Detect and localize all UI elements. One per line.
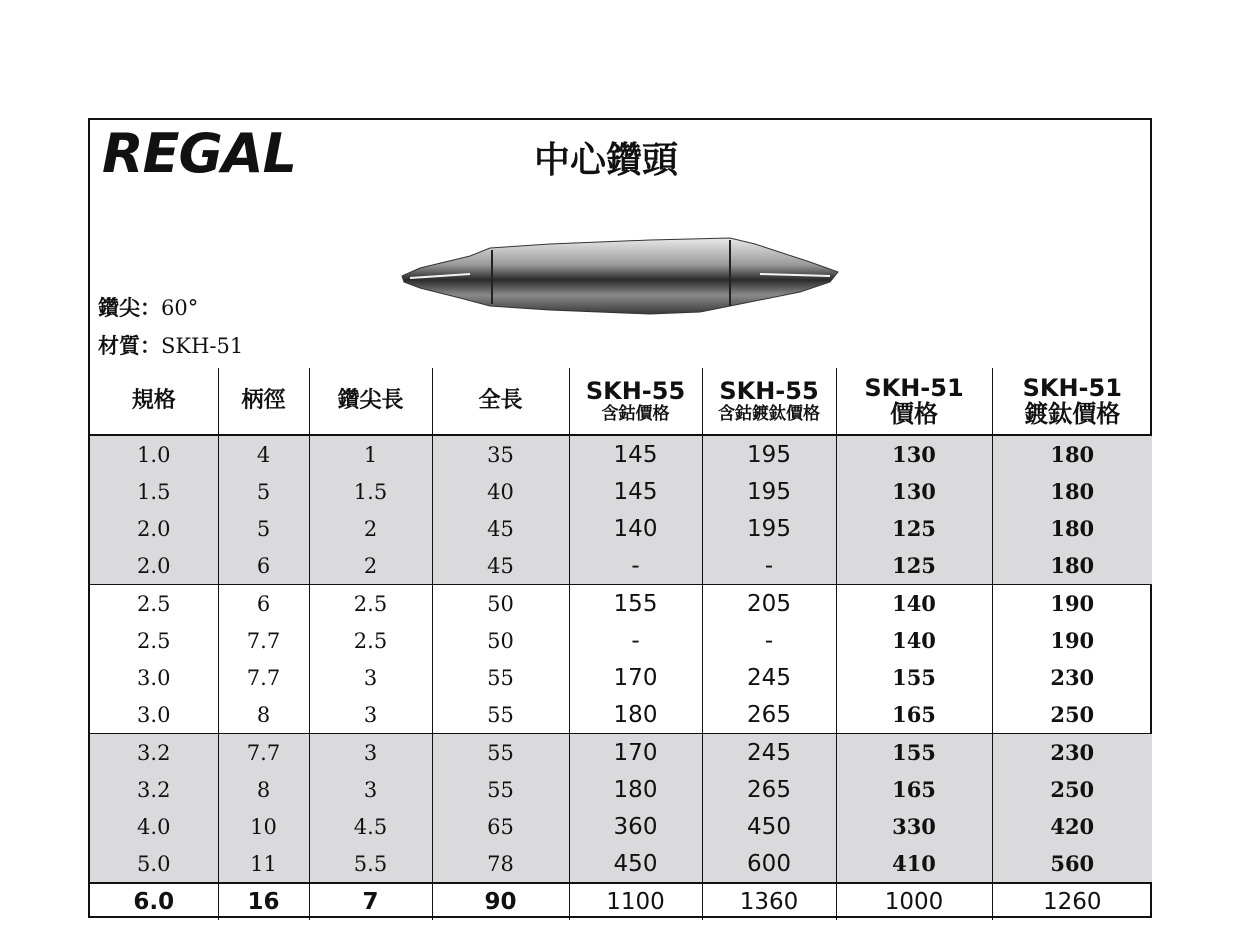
column-header-label: SKH-51 [864,373,964,402]
table-cell: 1.5 [90,473,218,510]
table-cell: 1260 [992,883,1152,920]
table-cell: 3.0 [90,696,218,734]
column-header-label: 規格 [131,387,176,413]
tip-angle-label: 鑽尖： [98,296,161,320]
table-cell: 180 [992,473,1152,510]
table-cell: 125 [836,510,992,547]
table-cell: 11 [218,845,309,883]
table-cell: 420 [992,808,1152,845]
table-cell: 55 [432,734,569,772]
tip-angle [98,292,198,322]
table-cell: 4.5 [309,808,432,845]
table-cell: 3 [309,659,432,696]
table-cell: 140 [836,622,992,659]
column-header [836,368,992,435]
table-cell: 10 [218,808,309,845]
table-row [90,845,1152,883]
column-header-label: 柄徑 [241,387,286,413]
table-cell: - [569,622,702,659]
table-cell: 130 [836,473,992,510]
table-cell: 2 [309,547,432,585]
table-cell: 6.0 [90,883,218,920]
column-header-label: SKH-55 [585,377,686,406]
table-cell: 1100 [569,883,702,920]
table-cell: 8 [218,771,309,808]
table-cell: - [569,547,702,585]
table-cell: 245 [702,734,836,772]
page-title: 中心鑽頭 [534,140,679,181]
column-header [432,368,569,435]
table-cell: 50 [432,622,569,659]
table-cell: 165 [836,771,992,808]
table-cell: 1 [309,435,432,473]
column-header [218,368,309,435]
table-cell: 450 [569,845,702,883]
column-header [309,368,432,435]
center-drill-image [400,226,840,318]
column-header-sublabel: 價格 [890,400,938,428]
table-row [90,734,1152,772]
table-cell: 265 [702,696,836,734]
table-cell: 410 [836,845,992,883]
table-cell: 125 [836,547,992,585]
table-cell: 3 [309,771,432,808]
table-cell: 170 [569,659,702,696]
table-cell: 16 [218,883,309,920]
table-cell: 170 [569,734,702,772]
table-cell: 1360 [702,883,836,920]
material-label: 材質： [98,334,161,358]
table-cell: 7 [309,883,432,920]
table-cell: 4.0 [90,808,218,845]
brand-logo: REGAL [102,122,296,185]
table-body [90,435,1152,920]
column-header-label: SKH-55 [719,377,819,406]
table-header [90,368,1152,435]
table-cell: 250 [992,771,1152,808]
table-cell: 1.5 [309,473,432,510]
table-cell: 2.5 [90,622,218,659]
table-cell: 3 [309,734,432,772]
table-cell: 90 [432,883,569,920]
table-cell: 140 [836,585,992,623]
table-cell: 45 [432,510,569,547]
table-cell: 180 [569,771,702,808]
table-cell: 2.5 [309,622,432,659]
table-cell: 245 [702,659,836,696]
table-cell: 7.7 [218,734,309,772]
table-row [90,473,1152,510]
table-cell: 360 [569,808,702,845]
table-cell: 8 [218,696,309,734]
tip-angle-value: 60° [161,296,199,320]
table-cell: 145 [569,473,702,510]
table-cell: 190 [1050,628,1095,653]
table-cell: 180 [992,547,1152,585]
table-cell: 195 [702,435,836,473]
table-cell: 5 [218,510,309,547]
table-cell: 40 [432,473,569,510]
column-header-sublabel: 含鈷價格 [601,403,670,424]
table-cell: 230 [992,734,1152,772]
table-cell: 6 [218,585,309,623]
table-cell: 65 [432,808,569,845]
table-cell: 78 [432,845,569,883]
table-cell: 450 [702,808,836,845]
table-cell: 55 [432,696,569,734]
table-cell: 3.0 [90,659,218,696]
table-cell: 50 [432,585,569,623]
table-cell: 190 [992,585,1152,623]
table-cell: 3 [309,696,432,734]
table-cell: 35 [432,435,569,473]
column-header [569,368,702,435]
table-cell: 1.0 [90,435,218,473]
table-cell: 4 [218,435,309,473]
table-row [90,510,1152,547]
table-row [90,435,1152,473]
column-header [90,368,218,435]
table-row [90,547,1152,585]
table-cell: 205 [702,585,836,623]
table-cell: 55 [432,659,569,696]
price-sheet [88,118,1152,918]
table-cell: 265 [702,771,836,808]
table-cell: 140 [569,510,702,547]
table-cell: 55 [432,771,569,808]
table-cell: 2.5 [309,585,432,623]
table-cell: 180 [992,510,1152,547]
column-header [702,368,836,435]
material [98,330,243,360]
table-cell: 7.7 [218,659,309,696]
table-row [90,696,1152,734]
table-cell: 155 [836,659,992,696]
table-cell: 330 [836,808,992,845]
table-row [90,771,1152,808]
table-cell: 130 [836,435,992,473]
table-cell: 7.7 [218,622,309,659]
table-cell: 165 [836,696,992,734]
table-row [90,883,1152,920]
column-header-label: 鑽尖長 [337,387,404,413]
table-cell: 560 [992,845,1152,883]
table-cell: - [702,547,836,585]
table-cell: 5.5 [309,845,432,883]
table-cell: 45 [432,547,569,585]
table-cell: 6 [218,547,309,585]
table-cell: 2.5 [90,585,218,623]
table-cell: 230 [1050,665,1095,690]
material-value: SKH-51 [161,334,244,358]
table-cell: 1000 [836,883,992,920]
column-header-label: 全長 [478,387,523,413]
price-table [90,368,1152,920]
table-row [90,585,1152,623]
table-cell: - [702,622,836,659]
table-cell: 5.0 [90,845,218,883]
table-cell: 2 [309,510,432,547]
table-cell: 195 [702,510,836,547]
column-header-sublabel: 鍍鈦價格 [1024,400,1121,428]
table-cell: 155 [836,734,992,772]
table-cell: 2.0 [90,547,218,585]
table-cell: 145 [569,435,702,473]
table-cell: 5 [218,473,309,510]
column-header [992,368,1152,435]
table-row [90,659,1152,696]
table-cell: 155 [569,585,702,623]
table-row [90,622,1152,659]
column-header-sublabel: 含鈷鍍鈦價格 [718,403,820,424]
table-cell: 195 [702,473,836,510]
table-cell: 250 [1050,702,1095,727]
table-cell: 600 [702,845,836,883]
table-cell: 2.0 [90,510,218,547]
table-cell: 180 [569,696,702,734]
column-header-label: SKH-51 [1022,373,1122,402]
table-cell: 3.2 [90,771,218,808]
table-cell: 180 [992,435,1152,473]
table-cell: 3.2 [90,734,218,772]
table-row [90,808,1152,845]
